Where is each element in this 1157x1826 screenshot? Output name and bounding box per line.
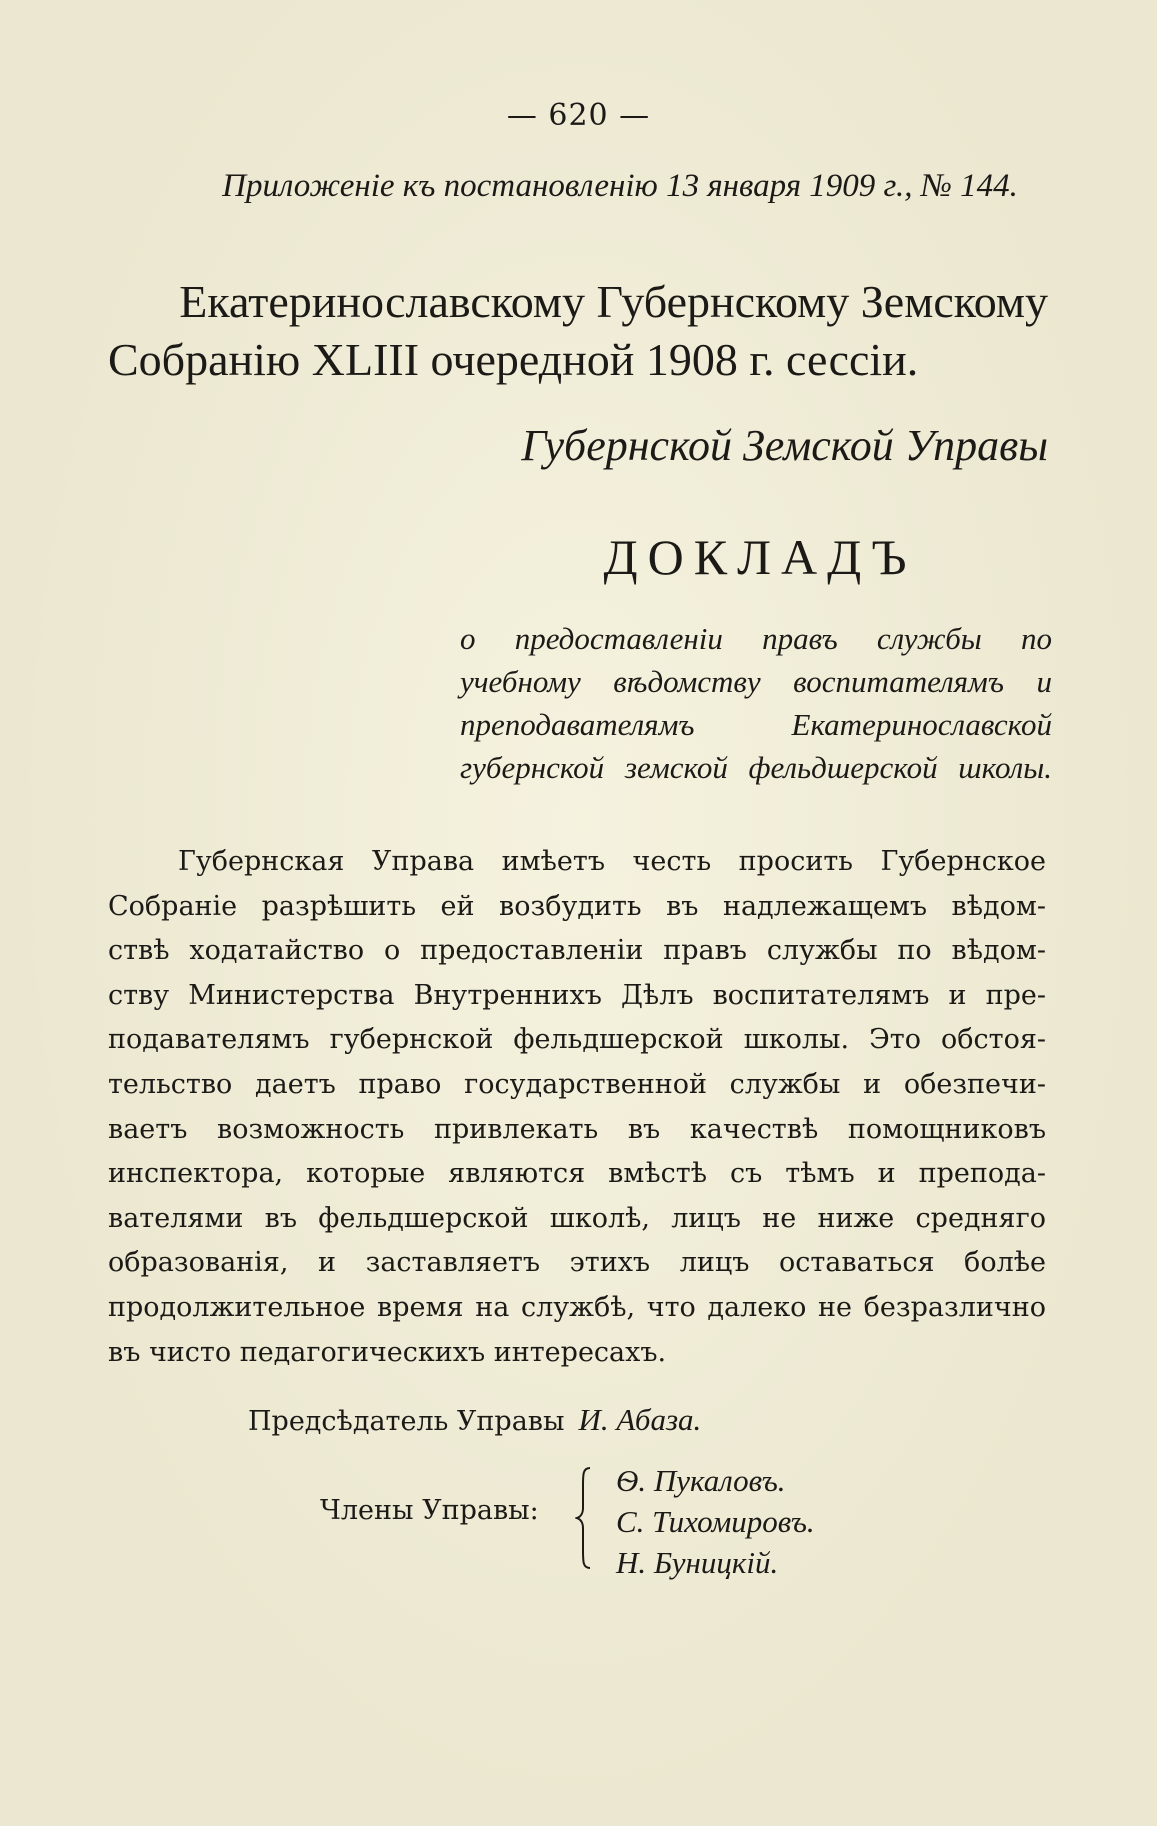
member-name: Ѳ. Пукаловъ.: [616, 1463, 786, 1498]
board-name: Губернской Земской Управы: [521, 421, 1048, 470]
member-name: Н. Буницкій.: [616, 1545, 779, 1580]
body-line: тельство даетъ право государственной службы и обезпечи-: [108, 1068, 1046, 1100]
body-line: Губернская Управа имѣетъ честь просить Губернское: [178, 846, 1046, 877]
members-list: [616, 1460, 815, 1583]
report-subject: [460, 617, 1052, 789]
addressee-line-2: Собранію XLIII очередной 1908 г. сессіи.: [108, 334, 919, 385]
subject-line: учебному вѣдомству воспитателямъ и: [460, 664, 1052, 699]
body-line: образованія, и заставляетъ этихъ лицъ оставаться болѣе: [108, 1247, 1046, 1279]
body-line: инспектора, которые являются вмѣстѣ съ тѣмъ и препода-: [108, 1158, 1046, 1190]
curly-brace-icon: [575, 1466, 595, 1570]
members-label: Члены Управы:: [320, 1495, 539, 1526]
member-name: С. Тихомировъ.: [616, 1504, 815, 1539]
body-line: Собраніе разрѣшить ей возбудить въ надлежащемъ вѣдом-: [108, 890, 1046, 922]
appendix-note: Приложеніе къ постановленію 13 января 1909 г., № 144.: [222, 168, 1018, 204]
report-title: ДОКЛАДЪ: [603, 529, 917, 585]
addressee-line-1: Екатеринославскому Губернскому Земскому: [179, 276, 1048, 327]
chairman-signature: [248, 1402, 701, 1438]
body-line: вателями въ фельдшерской школѣ, лицъ не ниже средняго: [108, 1202, 1046, 1234]
body-line: ваетъ возможность привлекать въ качествѣ помощниковъ: [108, 1113, 1046, 1145]
subject-line: губернской земской фельдшерской школы.: [460, 750, 1052, 785]
subject-line: преподавателямъ Екатеринославской: [460, 707, 1052, 742]
body-line: продолжительное время на службѣ, что далеко не безразлично: [108, 1291, 1046, 1323]
chairman-name: И. Абаза.: [578, 1402, 702, 1437]
chairman-label: Предсѣдатель Управы: [248, 1406, 565, 1437]
body-line: въ чисто педагогическихъ интересахъ.: [108, 1336, 667, 1368]
body-line: ствѣ ходатайство о предоставленіи правъ службы по вѣдом-: [108, 935, 1046, 967]
body-line: ству Министерства Внутреннихъ Дѣлъ воспитателямъ и пре-: [108, 979, 1046, 1011]
page-number: — 620 —: [506, 98, 651, 133]
subject-line: о предоставленіи правъ службы по: [460, 621, 1052, 656]
body-line: подавателямъ губернской фельдшерской школы. Это обстоя-: [108, 1024, 1046, 1056]
body-paragraph: [108, 840, 1046, 1375]
